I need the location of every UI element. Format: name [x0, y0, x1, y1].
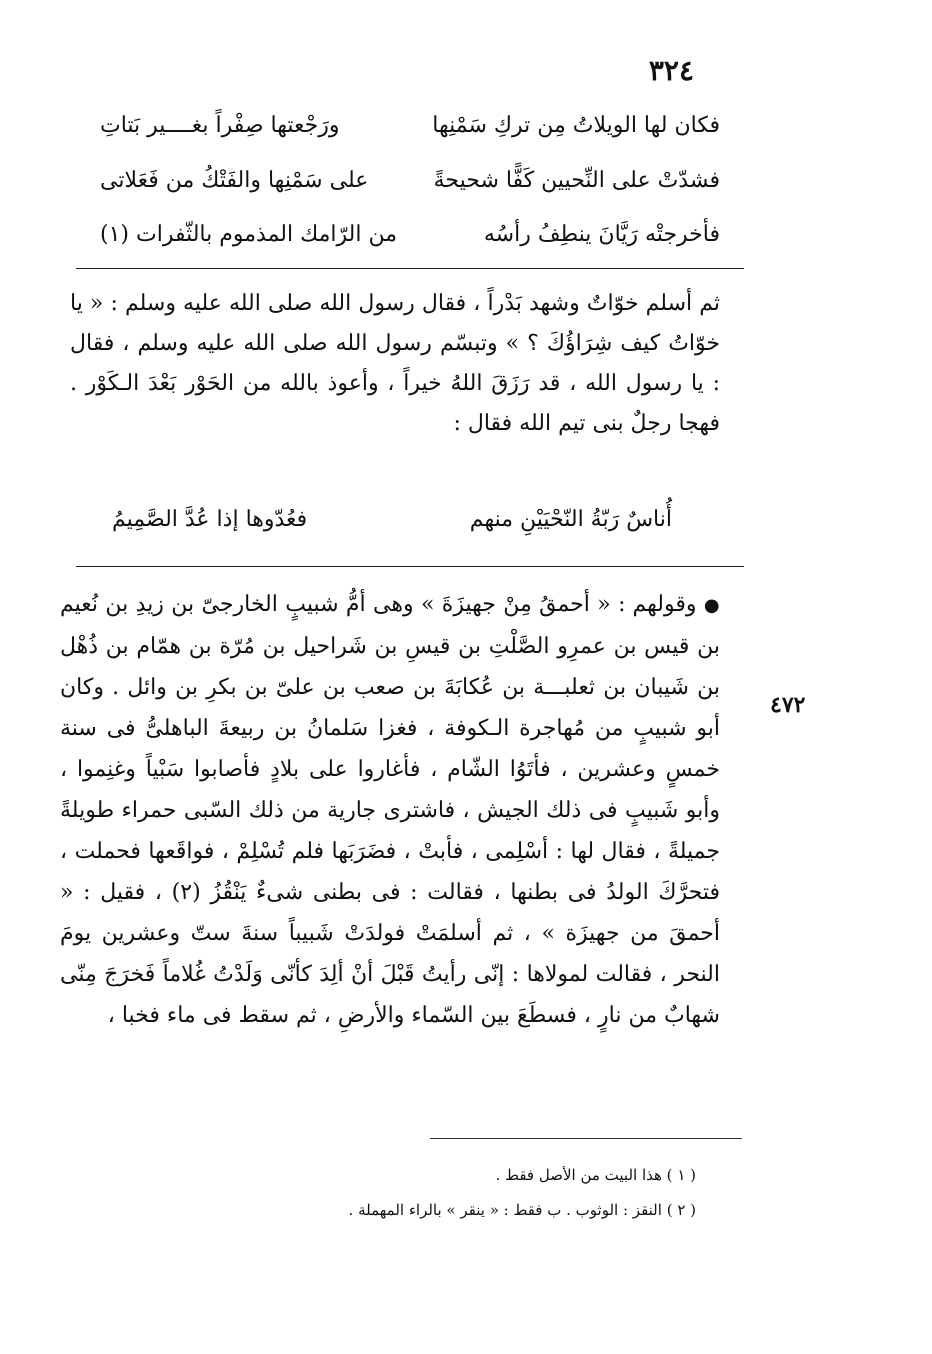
verse-line: [112, 497, 672, 543]
section-divider: [76, 268, 744, 269]
verse-hemistich-right: أُناسٌ رَبّةُ النّحْيَيْنِ منهم: [469, 507, 672, 532]
paragraph-text: ثم أسلم خوّاتٌ وشهد بَدْراً ، فقال رسول الله صلى الله عليه وسلم : « يا خوّاتُ كيف شِرَاؤُكَ ؟ » وتبسّم رسول الله صلى الله عليه وسلم ، فقال : يا رسول الله ، قد رَزَقَ اللهُ خيراً ، وأعوذ بالله من الحَوْر بَعْدَ الـكَوْر . فهجا رجلٌ بنى تيم الله فقال :: [70, 291, 720, 436]
verse-line: [100, 103, 720, 149]
verse-hemistich-right: فشدّتْ على النِّحيين كَفًّا شحيحةً: [433, 168, 720, 193]
verse-hemistich-left: على سَمْنِها والفَتْكُ من فَعَلاتى: [100, 168, 369, 193]
verse-hemistich-left: ورَجْعتها صِفْراً بغــــير بَتاتِ: [100, 113, 340, 138]
page-number: ٣٢٤: [648, 54, 694, 87]
margin-number: ٤٧٢: [770, 692, 806, 718]
bullet-icon: ●: [703, 595, 720, 616]
verse-line: [100, 212, 720, 258]
verse-hemistich-left: فعُدّوها إذا عُدَّ الصَّمِيمُ: [112, 507, 308, 532]
footnote: ( ١ ) هذا البيت من الأصل فقط .: [495, 1166, 696, 1184]
footnote-rule: [430, 1138, 742, 1139]
footnote: ( ٢ ) النقز : الوثوب . ب فقط : « ينقر » بالراء المهملة .: [348, 1201, 696, 1219]
verse-hemistich-right: فأخرجتْه رَيَّانَ ينطِفُ رأسُه: [483, 222, 720, 247]
proverb-entry: [60, 584, 720, 1036]
entry-text: وقولهم : « أحمقُ مِنْ جهيزَةَ » وهى أمُّ شبيبٍ الخارجىّ بن زيدِ بن نُعيم بن قيس بن عمرِو الصَّلْتِ بن قيسِ بن شَراحيل بن مُرّة بن همّام بن ذُهْل بن شَيبان بن ثعلبـــة بن عُكابَةَ بن صعب بن علىّ بن بكرِ بن وائل . وكان أبو شبيبٍ من مُهاجرة الـكوفة ، فغزا سَلمانُ بن ربيعةَ الباهلىُّ فى سنة خمسٍ وعشرين ، فأتَوُا الشّام ، فأغاروا على بلادٍ فأصابوا سَبْياً وغنِموا ، وأبو شَبيبٍ فى ذلك الجيش ، فاشترى جارية من ذلك السّبى حمراء طويلةً جميلةً ، فقال لها : أسْلِمى ، فأبتْ ، فضَرَبَها فلم تُسْلِمْ ، فواقَعها فحملت ، فتحرَّكَ الولدُ فى بطنها ، فقالت : فى بطنى شىءٌ يَنْقُزُ (٢) ، فقيل : « أحمقَ من جهيزَة » ، ثم أسلمَتْ فولدَتْ شَبيباً سنةَ ستّ وعشرين يومَ النحر ، فقالت لمولاها : إنّى رأيتُ قَبْلَ أنْ ألِدَ كأنّى وَلَدْتُ غُلاماً فَخرَجَ مِنّى شهابٌ من نارٍ ، فسطَعَ بين السّماء والأرضِ ، ثم سقط فى ماء فخبا ،: [60, 592, 720, 1028]
verse-hemistich-left: من الرّامك المذموم بالثّفرات (١): [100, 222, 398, 247]
section-divider: [76, 566, 744, 567]
verse-hemistich-right: فكان لها الويلاتُ مِن تركِ سَمْنِها: [432, 113, 720, 138]
verse-line: [100, 158, 720, 204]
paragraph: [70, 284, 720, 444]
